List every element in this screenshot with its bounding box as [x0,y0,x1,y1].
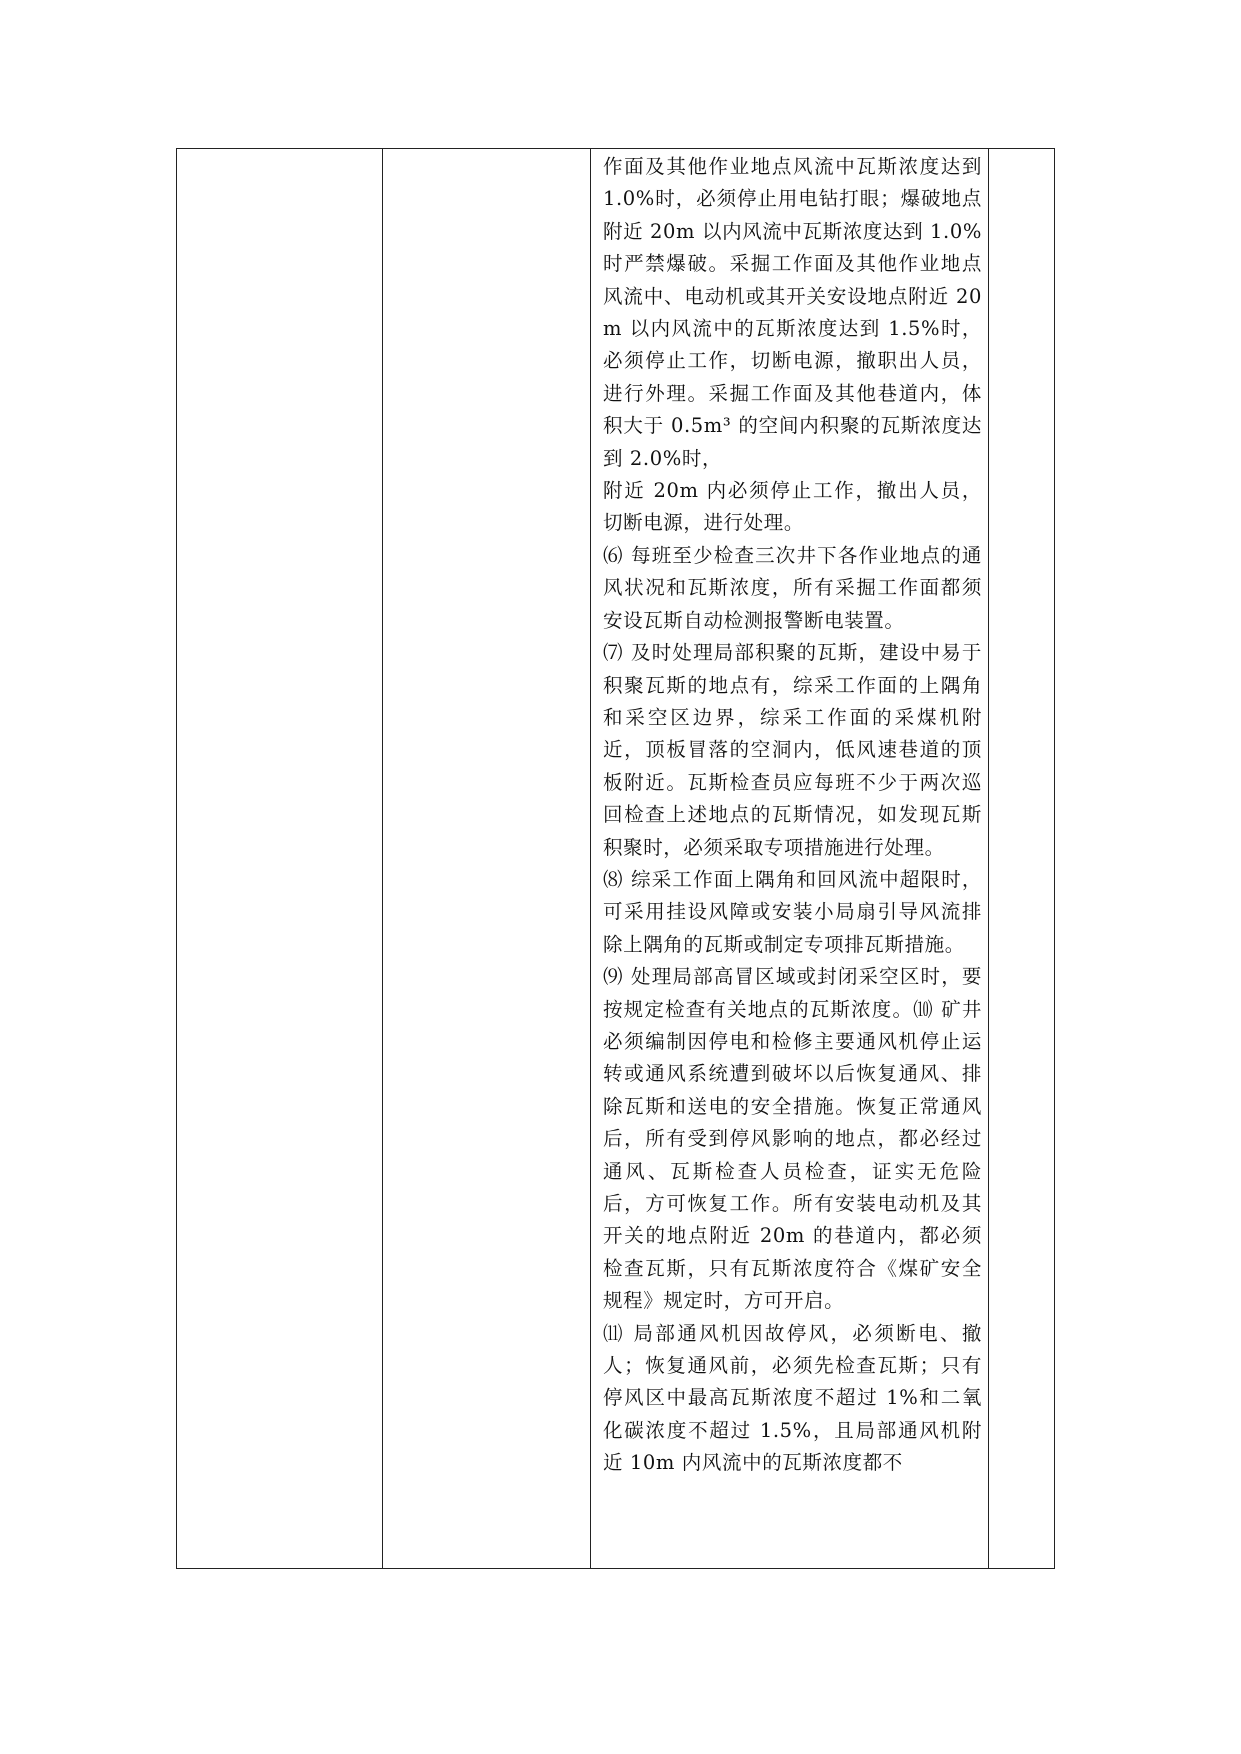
measures-paragraph: 附近 20m 内必须停止工作，撤出人员，切断电源，进行处理。 [603,479,982,535]
table-cell-empty-2 [383,149,591,1568]
table-cell-empty-4 [989,149,1054,1568]
measures-paragraph: ⑺ 及时处理局部积聚的瓦斯，建设中易于积聚瓦斯的地点有，综采工作面的上隅角和采空区边界，综采工作面的采煤机附近，顶板冒落的空洞内，低风速巷道的顶板附近。瓦斯检查员应每班不少于两次巡回检查上述地点的瓦斯情况，如发现瓦斯积聚时，必须采取专项措施进行处理。 [603,641,982,859]
table-cell-empty-1 [177,149,383,1568]
measures-table [176,148,1055,1569]
table-cell-measures [591,149,989,1568]
measures-text [603,151,982,1480]
measures-paragraph: ⑼ 处理局部高冒区域或封闭采空区时，要按规定检查有关地点的瓦斯浓度。⑽ 矿井必须编制因停电和检修主要通风机停止运转或通风系统遭到破坏以后恢复通风、排除瓦斯和送电的安全措施。恢复正常通风后，所有受到停风影响的地点，都必经过通风、瓦斯检查人员检查，证实无危险后，方可恢复工作。所有安装电动机及其开关的地点附近 20m 的巷道内，都必须检查瓦斯，只有瓦斯浓度符合《煤矿安全规程》规定时，方可开启。 [603,965,982,1313]
measures-paragraph: ⑻ 综采工作面上隅角和回风流中超限时，可采用挂设风障或安装小局扇引导风流排除上隅角的瓦斯或制定专项排瓦斯措施。 [603,867,982,956]
measures-paragraph: ⑹ 每班至少检查三次井下各作业地点的通风状况和瓦斯浓度，所有采掘工作面都须安设瓦斯自动检测报警断电装置。 [603,543,982,632]
measures-paragraph: ⑾ 局部通风机因故停风，必须断电、撤人；恢复通风前，必须先检查瓦斯；只有停风区中最高瓦斯浓度不超过 1%和二氧化碳浓度不超过 1.5%，且局部通风机附近 10m 内风流中的瓦斯浓度都不 [603,1321,982,1475]
measures-paragraph: 作面及其他作业地点风流中瓦斯浓度达到 1.0%时，必须停止用电钻打眼；爆破地点附近 20m 以内风流中瓦斯浓度达到 1.0%时严禁爆破。采掘工作面及其他作业地点风流中、电动机或其开关安设地点附近 20m 以内风流中的瓦斯浓度达到 1.5%时，必须停止工作，切断电源，撤职出人员，进行外理。采掘工作面及其他巷道内，体积大于 0.5m³ 的空间内积聚的瓦斯浓度达到 2.0%时， [603,155,982,470]
